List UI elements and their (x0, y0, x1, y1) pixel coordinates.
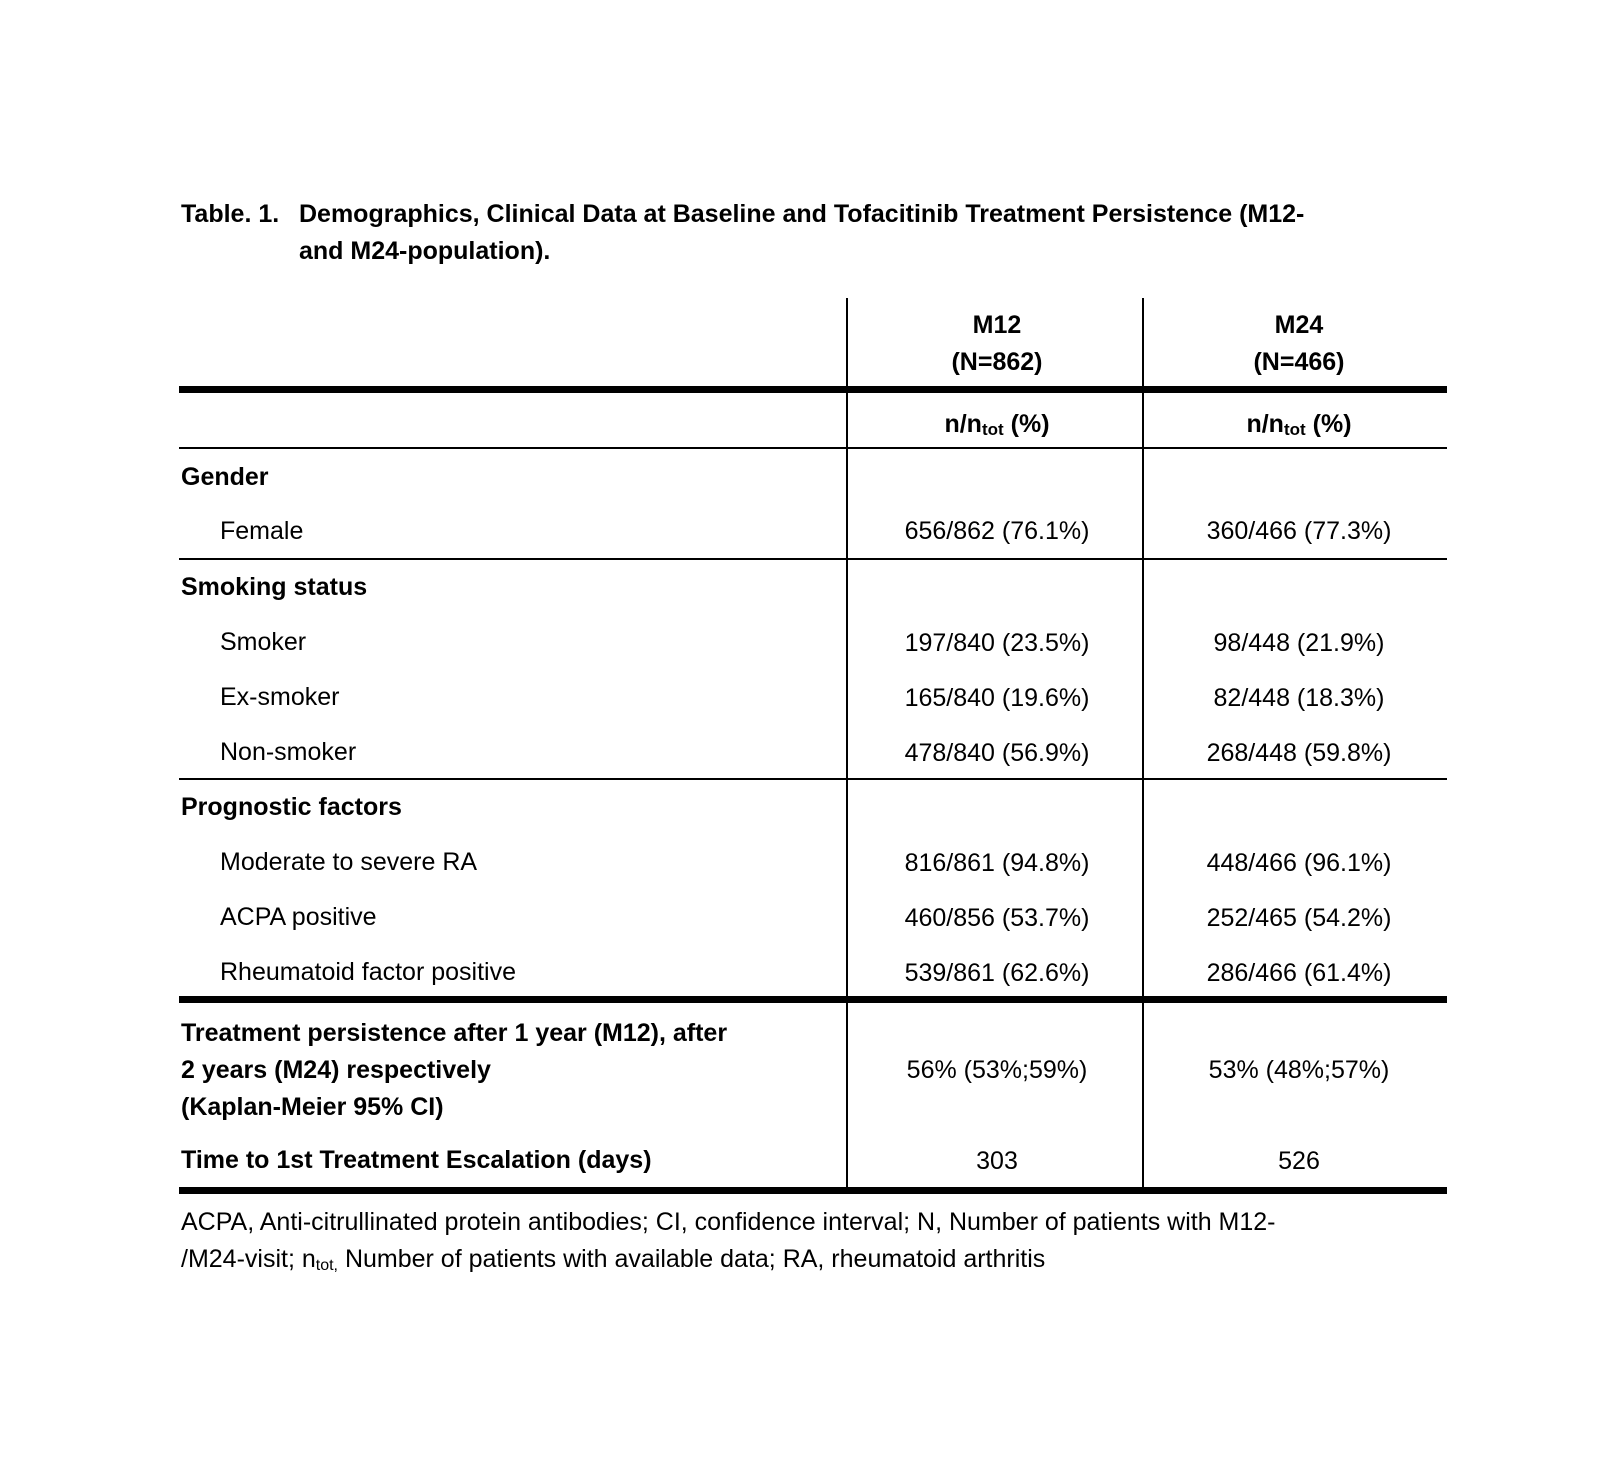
bottom-thick-rule (179, 1187, 1447, 1194)
cell-non-smoker-m24: 268/448 (59.8%) (1206, 739, 1392, 767)
unit-prefix: n/n (1246, 410, 1284, 438)
col-header-m24: M24 (1274, 311, 1324, 339)
unit-header-m24 (1151, 409, 1447, 445)
row-label-ex-smoker: Ex-smoker (220, 683, 340, 711)
cell-rf-positive-m24: 286/466 (61.4%) (1206, 959, 1392, 987)
cell-moderate-severe-ra-m24: 448/466 (96.1%) (1206, 849, 1392, 877)
row-label-non-smoker: Non-smoker (220, 738, 357, 766)
unit-sub: tot (1283, 420, 1306, 439)
caption-line-1 (181, 196, 1461, 233)
caption-label: Table. 1. (181, 200, 280, 228)
unit-suffix: (%) (1305, 410, 1352, 438)
unit-sub: tot (981, 420, 1004, 439)
row-label-moderate-severe-ra: Moderate to severe RA (220, 848, 478, 876)
column-divider-2 (1142, 298, 1144, 1194)
cell-escalation-m24: 526 (1278, 1147, 1320, 1175)
row-label-rf-positive: Rheumatoid factor positive (220, 958, 516, 986)
footnote-sub: tot, (315, 1257, 338, 1274)
cell-non-smoker-m12: 478/840 (56.9%) (904, 739, 1090, 767)
cell-ex-smoker-m24: 82/448 (18.3%) (1213, 684, 1385, 712)
caption-title-2: and M24-population). (299, 237, 551, 265)
section-title-smoking: Smoking status (181, 573, 368, 601)
section-title-prognostic: Prognostic factors (181, 793, 402, 821)
row-label-persistence-1: Treatment persistence after 1 year (M12), after (181, 1019, 728, 1047)
cell-ex-smoker-m12: 165/840 (19.6%) (904, 684, 1090, 712)
table-footnote (181, 1204, 1451, 1284)
column-divider-1 (846, 298, 848, 1194)
cell-smoker-m24: 98/448 (21.9%) (1213, 629, 1385, 657)
col-header-m12-n: (N=862) (951, 348, 1043, 376)
section-rule-2 (179, 778, 1447, 780)
subheader-rule (179, 447, 1447, 449)
footnote-prefix: /M24-visit; n (181, 1245, 316, 1273)
cell-rf-positive-m12: 539/861 (62.6%) (904, 959, 1090, 987)
row-label-acpa-positive: ACPA positive (220, 903, 377, 931)
col-header-m12: M12 (972, 311, 1022, 339)
cell-persistence-m24: 53% (48%;57%) (1208, 1056, 1390, 1084)
cell-female-m24: 360/466 (77.3%) (1206, 517, 1392, 545)
header-thick-rule (179, 386, 1447, 393)
cell-smoker-m12: 197/840 (23.5%) (904, 629, 1090, 657)
cell-acpa-positive-m24: 252/465 (54.2%) (1206, 904, 1392, 932)
row-label-persistence-2: 2 years (M24) respectively (181, 1056, 491, 1084)
row-label-persistence-3: (Kaplan-Meier 95% CI) (181, 1093, 444, 1121)
footnote-line-1: ACPA, Anti-citrullinated protein antibodies; CI, confidence interval; N, Number of patients with M12- (181, 1208, 1276, 1236)
cell-escalation-m12: 303 (976, 1147, 1018, 1175)
caption-title-1: Demographics, Clinical Data at Baseline and Tofacitinib Treatment Persistence (M12- (299, 200, 1305, 228)
section-rule-1 (179, 558, 1447, 560)
unit-suffix: (%) (1003, 410, 1050, 438)
unit-header-m12 (853, 409, 1141, 445)
row-label-female: Female (220, 517, 304, 545)
col-header-m24-n: (N=466) (1253, 348, 1345, 376)
footnote-line-2 (181, 1241, 1451, 1284)
row-label-escalation: Time to 1st Treatment Escalation (days) (181, 1146, 652, 1174)
cell-moderate-severe-ra-m12: 816/861 (94.8%) (904, 849, 1090, 877)
section-title-gender: Gender (181, 463, 269, 491)
unit-prefix: n/n (944, 410, 982, 438)
cell-acpa-positive-m12: 460/856 (53.7%) (904, 904, 1090, 932)
cell-persistence-m12: 56% (53%;59%) (906, 1056, 1088, 1084)
footnote-suffix: Number of patients with available data; RA, rheumatoid arthritis (338, 1245, 1046, 1273)
row-label-smoker: Smoker (220, 628, 307, 656)
table-caption (181, 196, 1461, 270)
cell-female-m12: 656/862 (76.1%) (904, 517, 1090, 545)
outcomes-thick-rule (179, 996, 1447, 1003)
